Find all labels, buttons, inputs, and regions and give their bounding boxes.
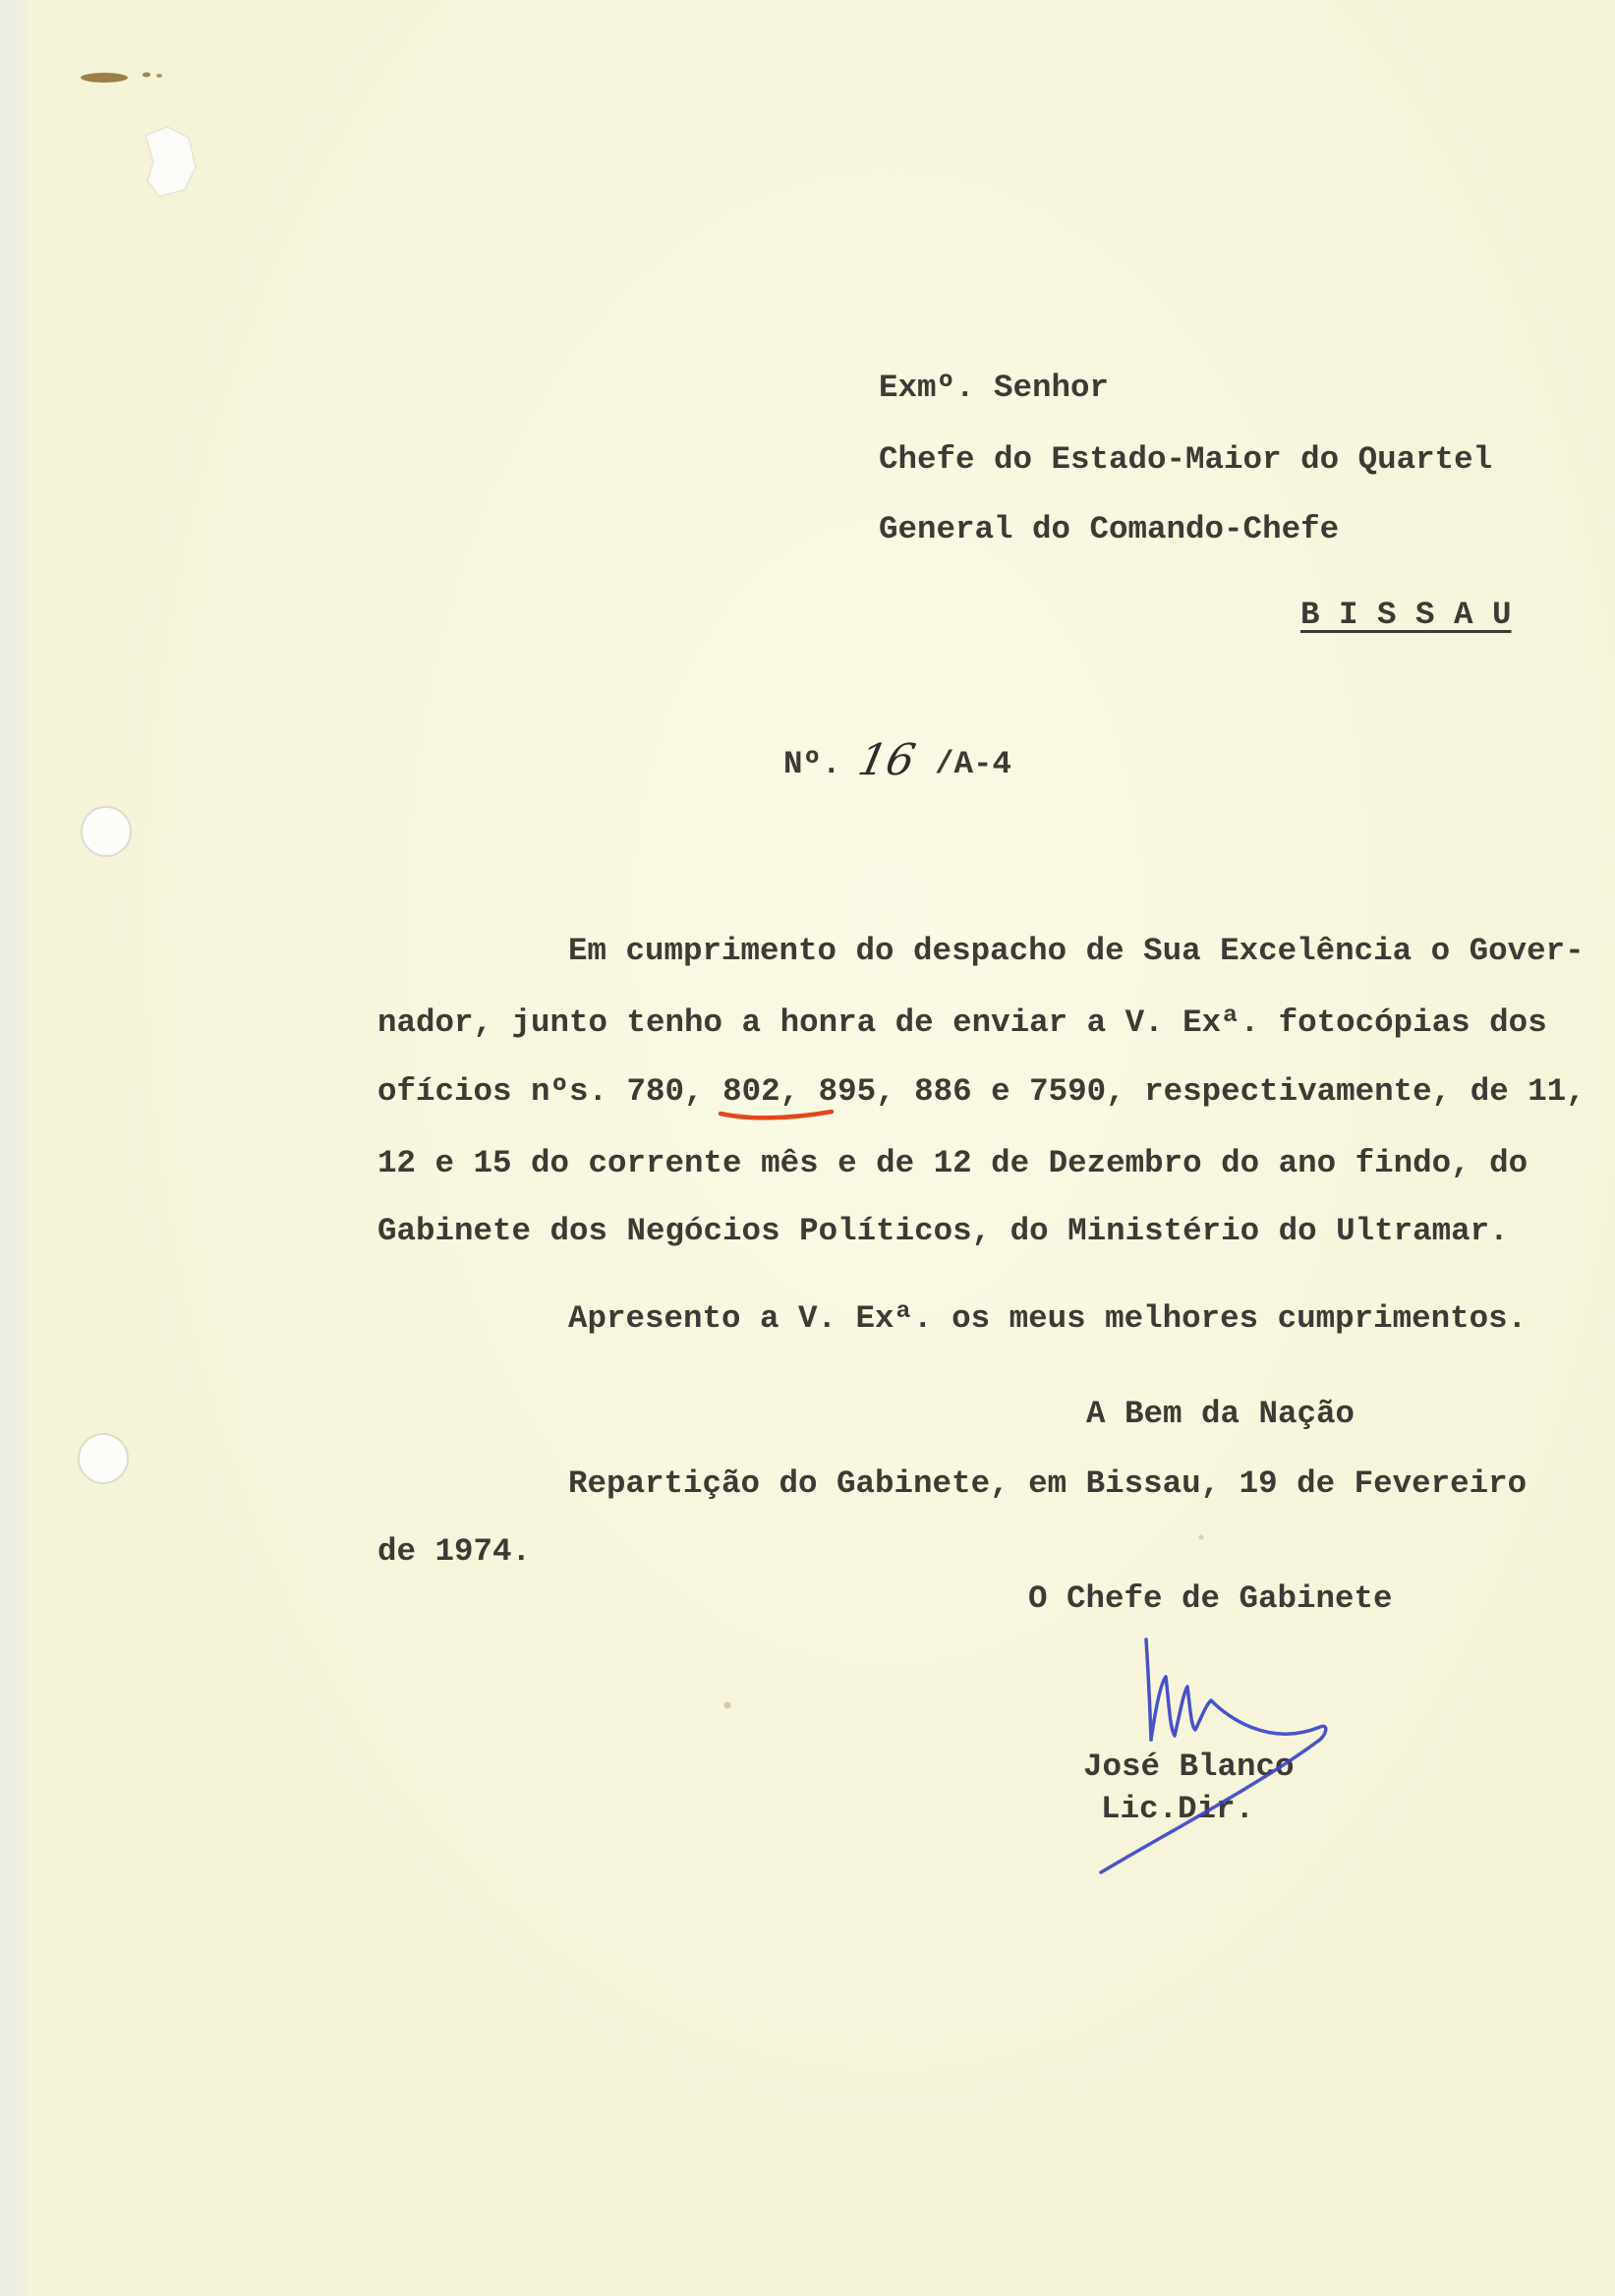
place-date-line-2: de 1974. <box>377 1533 532 1570</box>
addressee-line-1: Chefe do Estado-Maior do Quartel <box>879 441 1493 478</box>
signer-name: José Blanco <box>1083 1749 1295 1785</box>
red-underline-mark <box>721 1112 832 1118</box>
paper-spot <box>724 1702 731 1709</box>
ink-stain-dot <box>156 74 162 78</box>
scan-margin <box>0 0 31 2296</box>
body-line-5: Gabinete dos Negócios Políticos, do Ministério do Ultramar. <box>377 1213 1509 1249</box>
body-line-3-end: 895, 886 e 7590, respectivamente, de 11, <box>799 1073 1586 1110</box>
addressee-city: B I S S A U <box>1300 597 1512 633</box>
ink-stain <box>81 73 128 83</box>
marked-office-number: 802, <box>722 1073 800 1110</box>
paper-spot <box>1199 1535 1204 1540</box>
punch-hole <box>79 1434 128 1483</box>
body-line-2: nador, junto tenho a honra de enviar a V. Exª. fotocópias dos <box>377 1004 1547 1041</box>
reference-suffix: /A-4 <box>935 746 1012 782</box>
reference-number-handwritten: 16 <box>853 735 920 785</box>
body-line-4: 12 e 15 do corrente mês e de 12 de Dezembro do ano findo, do <box>377 1145 1528 1181</box>
greeting-paragraph: Apresento a V. Exª. os meus melhores cumprimentos. <box>568 1300 1528 1337</box>
body-line-1: Em cumprimento do despacho de Sua Excelência o Gover- <box>568 933 1585 969</box>
body-line-3-start: ofícios nºs. 780, <box>377 1073 723 1110</box>
body-line-3 <box>377 1072 1586 1112</box>
ink-stain-dot <box>143 73 150 78</box>
punch-hole <box>82 807 131 856</box>
reference-prefix: Nº. <box>783 746 841 782</box>
signer-credential: Lic.Dir. <box>1101 1791 1255 1827</box>
closing-motto: A Bem da Nação <box>1086 1396 1355 1432</box>
signer-title: O Chefe de Gabinete <box>1028 1580 1393 1617</box>
addressee-line-2: General do Comando-Chefe <box>879 511 1340 547</box>
addressee-salutation: Exmº. Senhor <box>879 370 1110 406</box>
torn-paper-patch <box>145 127 196 197</box>
place-date-line-1: Repartição do Gabinete, em Bissau, 19 de Fevereiro <box>568 1465 1528 1502</box>
